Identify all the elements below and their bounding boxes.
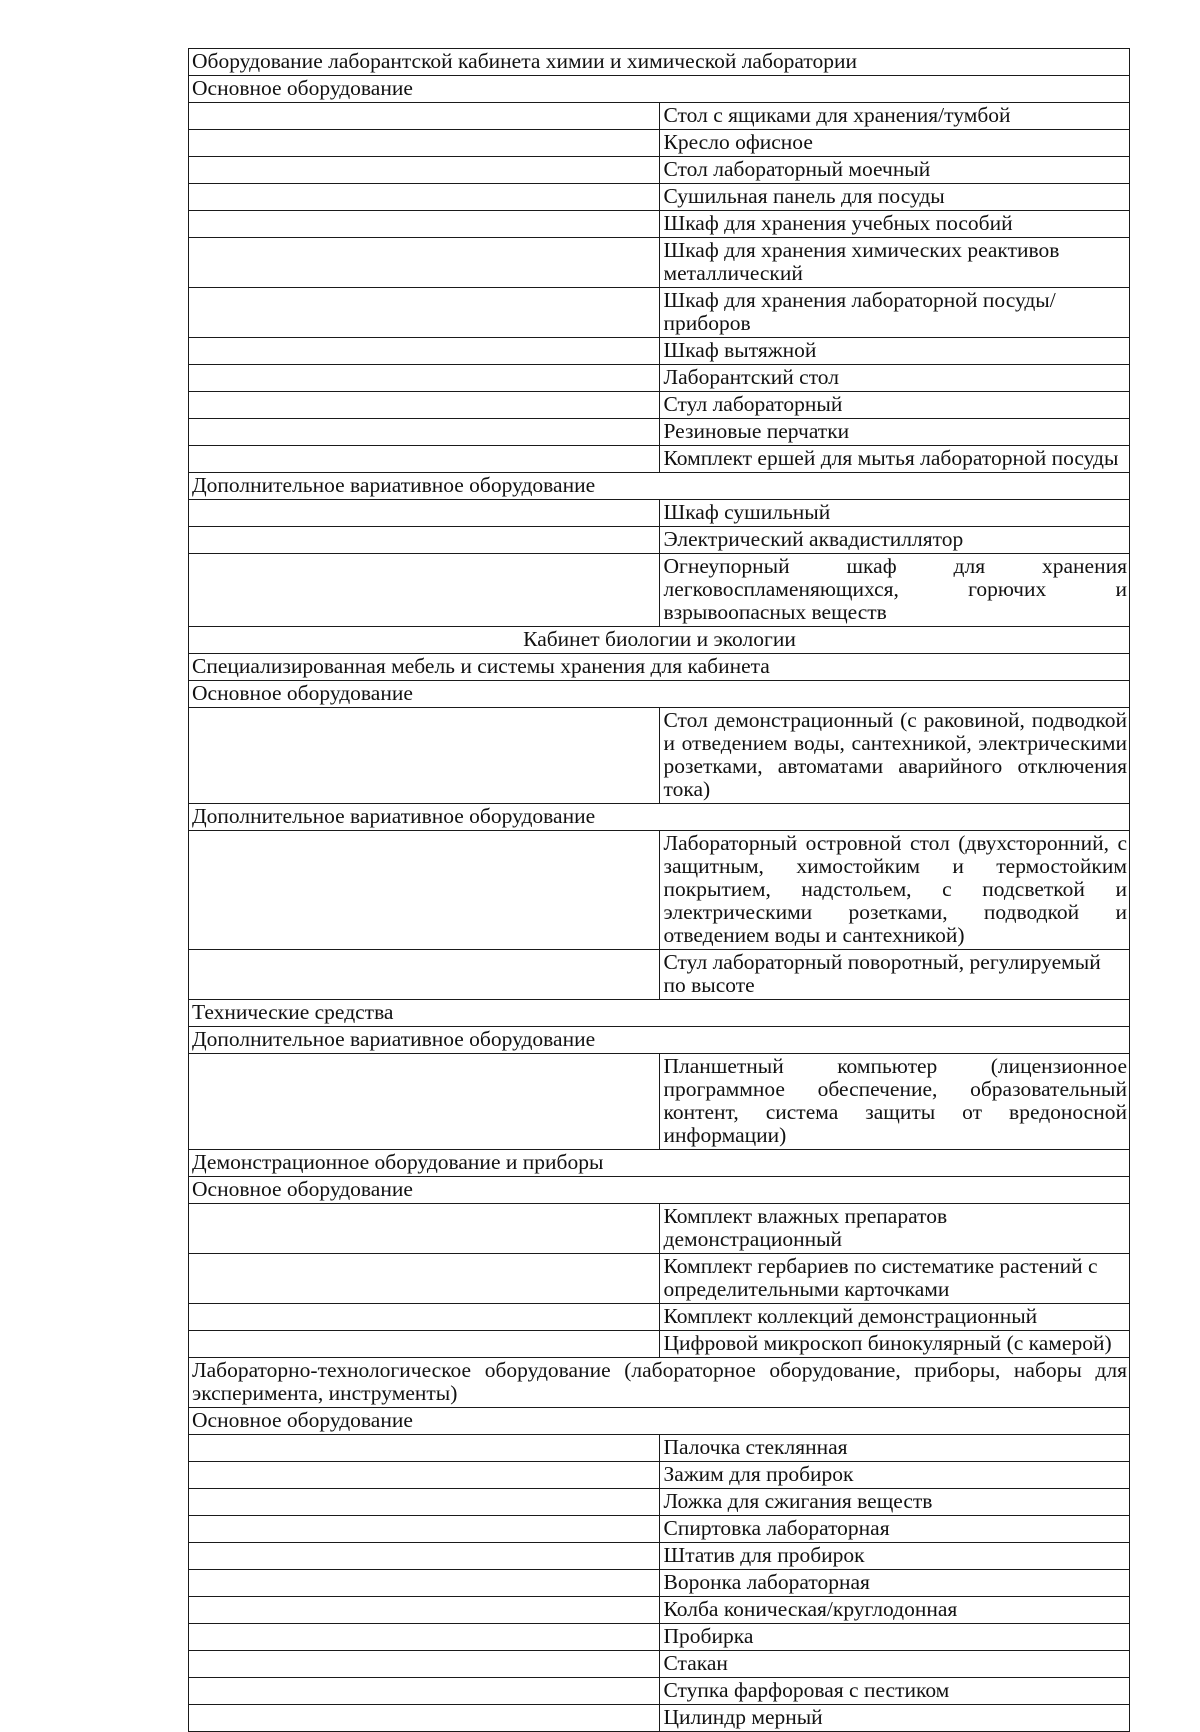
table-row-item [189,1543,1130,1570]
equipment-item-name: Лаборантский стол [659,365,1130,392]
table-cell-number [189,392,660,419]
table-cell-number [189,1204,660,1254]
equipment-item-name: Палочка стеклянная [659,1435,1130,1462]
equipment-table-body [189,49,1130,1732]
table-row-item [189,1304,1130,1331]
equipment-item-name: Огнеупорный шкаф для хранения легковоспламеняющихся, горючих и взрывоопасных веществ [659,554,1130,627]
equipment-item-name: Комплект влажных препаратов демонстрационный [659,1204,1130,1254]
table-cell-number [189,1489,660,1516]
table-row-item [189,392,1130,419]
table-cell-number [189,527,660,554]
equipment-item-name: Цифровой микроскоп бинокулярный (с камерой) [659,1331,1130,1358]
table-cell-number [189,1678,660,1705]
table-row-group-header [189,49,1130,76]
equipment-item-name: Ступка фарфоровая с пестиком [659,1678,1130,1705]
table-cell-number [189,446,660,473]
equipment-item-name: Стол лабораторный моечный [659,157,1130,184]
equipment-item-name: Воронка лабораторная [659,1570,1130,1597]
table-row-item [189,103,1130,130]
table-row-item [189,1331,1130,1358]
table-row-item [189,554,1130,627]
table-cell-number [189,1254,660,1304]
table-row-group-header [189,473,1130,500]
table-row-item [189,1678,1130,1705]
table-cell-number [189,238,660,288]
table-row-item [189,1624,1130,1651]
table-row-item [189,130,1130,157]
table-row-item [189,500,1130,527]
group-header: Дополнительное вариативное оборудование [189,473,1130,500]
table-cell-number [189,1705,660,1732]
table-cell-number [189,184,660,211]
equipment-item-name: Ложка для сжигания веществ [659,1489,1130,1516]
group-header: Оборудование лаборантской кабинета химии и химической лаборатории [189,49,1130,76]
equipment-item-name: Шкаф для хранения химических реактивов металлический [659,238,1130,288]
equipment-item-name: Зажим для пробирок [659,1462,1130,1489]
equipment-item-name: Комплект коллекций демонстрационный [659,1304,1130,1331]
equipment-item-name: Электрический аквадистиллятор [659,527,1130,554]
equipment-item-name: Стул лабораторный [659,392,1130,419]
table-cell-number [189,1597,660,1624]
table-row-item [189,365,1130,392]
table-row-group-header [189,1177,1130,1204]
group-header: Основное оборудование [189,681,1130,708]
group-header: Лабораторно-технологическое оборудование (лабораторное оборудование, приборы, наборы для эксперимента, инструменты) [189,1358,1130,1408]
group-header: Основное оборудование [189,1177,1130,1204]
group-header: Специализированная мебель и системы хранения для кабинета [189,654,1130,681]
group-header: Технические средства [189,1000,1130,1027]
equipment-table [188,48,1130,1732]
equipment-item-name: Стол с ящиками для хранения/тумбой [659,103,1130,130]
table-row-group-header [189,76,1130,103]
table-cell-number [189,1331,660,1358]
table-row-item [189,1204,1130,1254]
table-cell-number [189,554,660,627]
table-cell-number [189,157,660,184]
table-row-group-header [189,654,1130,681]
equipment-item-name: Планшетный компьютер (лицензионное программное обеспечение, образовательный контент, система защиты от вредоносной информации) [659,1054,1130,1150]
equipment-item-name: Стол демонстрационный (с раковиной, подводкой и отведением воды, сантехникой, электрическими розетками, автоматами аварийного отключения тока) [659,708,1130,804]
table-row-item [189,831,1130,950]
group-header: Дополнительное вариативное оборудование [189,1027,1130,1054]
document-page [188,48,1130,1732]
table-row-item [189,1489,1130,1516]
equipment-item-name: Стакан [659,1651,1130,1678]
table-row-group-header [189,1358,1130,1408]
table-row-group-header [189,1408,1130,1435]
group-header: Дополнительное вариативное оборудование [189,804,1130,831]
table-row-item [189,288,1130,338]
table-row-item [189,238,1130,288]
table-row-item [189,1254,1130,1304]
equipment-item-name: Резиновые перчатки [659,419,1130,446]
table-row-item [189,950,1130,1000]
table-cell-number [189,1570,660,1597]
equipment-item-name: Стул лабораторный поворотный, регулируемый по высоте [659,950,1130,1000]
table-row-item [189,527,1130,554]
table-row-group-header [189,1150,1130,1177]
table-cell-number [189,950,660,1000]
table-cell-number [189,103,660,130]
group-header: Демонстрационное оборудование и приборы [189,1150,1130,1177]
equipment-item-name: Шкаф для хранения учебных пособий [659,211,1130,238]
table-row-item [189,1054,1130,1150]
table-cell-number [189,365,660,392]
table-row-item [189,446,1130,473]
equipment-item-name: Колба коническая/круглодонная [659,1597,1130,1624]
table-row-group-header [189,804,1130,831]
table-row-section-title [189,627,1130,654]
table-cell-number [189,831,660,950]
table-cell-number [189,1304,660,1331]
group-header: Основное оборудование [189,76,1130,103]
equipment-item-name: Кресло офисное [659,130,1130,157]
table-row-item [189,338,1130,365]
equipment-item-name: Цилиндр мерный [659,1705,1130,1732]
table-row-item [189,708,1130,804]
group-header: Основное оборудование [189,1408,1130,1435]
equipment-item-name: Лабораторный островной стол (двухсторонний, с защитным, химостойким и термостойким покрытием, надстольем, с подсветкой и электрическими розетками, подводкой и отведением воды и сантехникой) [659,831,1130,950]
equipment-item-name: Комплект гербариев по систематике растений с определительными карточками [659,1254,1130,1304]
equipment-item-name: Штатив для пробирок [659,1543,1130,1570]
table-row-item [189,419,1130,446]
table-cell-number [189,1624,660,1651]
table-cell-number [189,1543,660,1570]
table-row-item [189,184,1130,211]
table-cell-number [189,1054,660,1150]
equipment-item-name: Шкаф для хранения лабораторной посуды/приборов [659,288,1130,338]
table-row-group-header [189,1027,1130,1054]
table-cell-number [189,419,660,446]
equipment-item-name: Комплект ершей для мытья лабораторной посуды [659,446,1130,473]
equipment-item-name: Шкаф вытяжной [659,338,1130,365]
table-cell-number [189,708,660,804]
equipment-item-name: Спиртовка лабораторная [659,1516,1130,1543]
table-row-item [189,211,1130,238]
table-cell-number [189,1462,660,1489]
equipment-item-name: Сушильная панель для посуды [659,184,1130,211]
table-row-item [189,1462,1130,1489]
section-title: Кабинет биологии и экологии [189,627,1130,654]
table-cell-number [189,1651,660,1678]
table-cell-number [189,288,660,338]
table-row-item [189,1435,1130,1462]
table-row-group-header [189,1000,1130,1027]
table-row-item [189,1705,1130,1732]
table-cell-number [189,500,660,527]
table-cell-number [189,130,660,157]
equipment-item-name: Пробирка [659,1624,1130,1651]
table-row-item [189,1597,1130,1624]
table-cell-number [189,1516,660,1543]
table-row-item [189,1651,1130,1678]
table-cell-number [189,338,660,365]
table-row-item [189,157,1130,184]
table-row-item [189,1570,1130,1597]
table-cell-number [189,211,660,238]
table-cell-number [189,1435,660,1462]
equipment-item-name: Шкаф сушильный [659,500,1130,527]
table-row-group-header [189,681,1130,708]
table-row-item [189,1516,1130,1543]
